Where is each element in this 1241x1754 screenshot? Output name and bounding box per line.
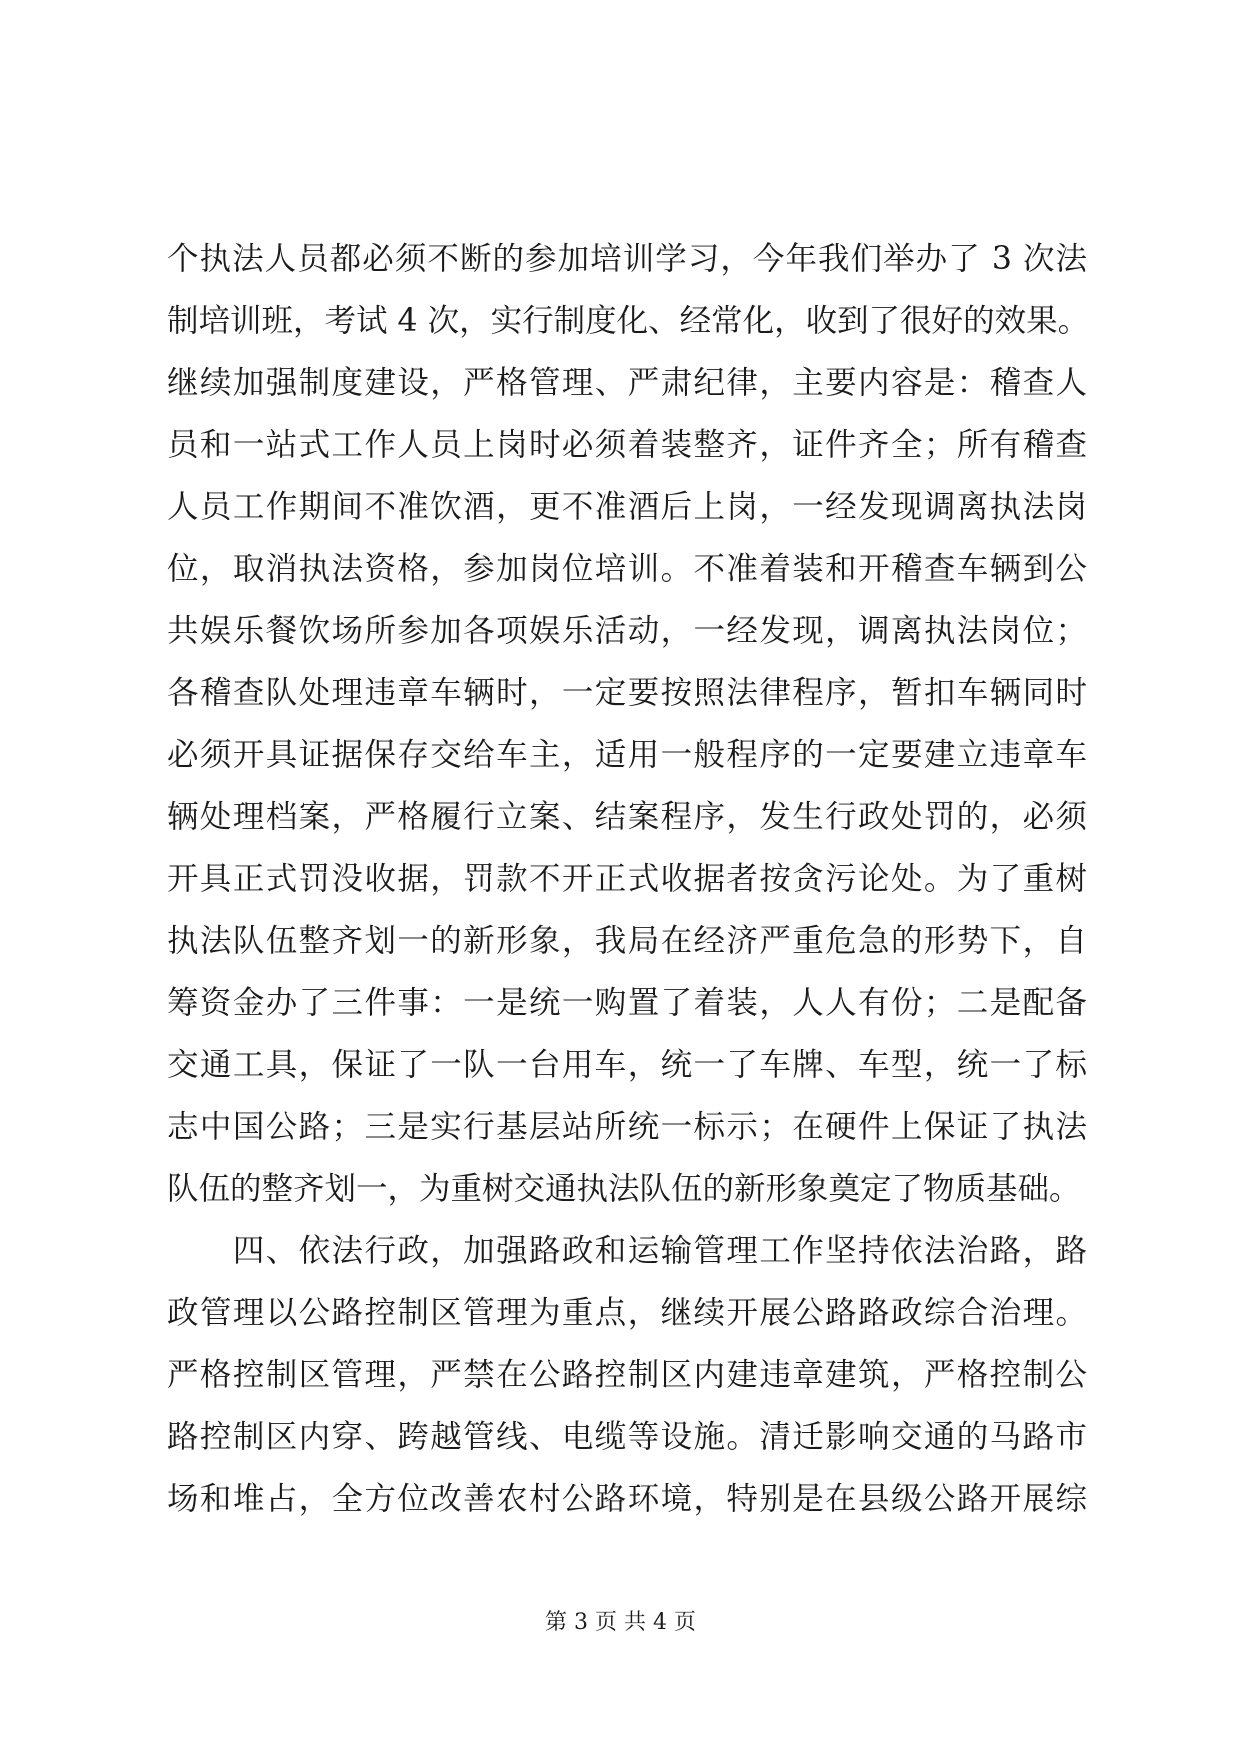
text-line: 筹资金办了三件事：一是统一购置了着装，人人有份；二是配备: [167, 985, 1087, 1021]
text-line: 辆处理档案，严格履行立案、结案程序，发生行政处罚的，必须: [167, 799, 1087, 835]
text-line: 必须开具证据保存交给车主，适用一般程序的一定要建立违章车: [167, 737, 1087, 773]
text-line: 执法队伍整齐划一的新形象，我局在经济严重危急的形势下，自: [167, 923, 1087, 959]
text-line: 制培训班，考试 4 次，实行制度化、经常化，收到了很好的效果。: [167, 303, 1090, 339]
body-text: [167, 228, 1090, 1530]
text-line: 四、依法行政，加强路政和运输管理工作坚持依法治路，路: [167, 1233, 1087, 1269]
text-line: 个执法人员都必须不断的参加培训学习，今年我们举办了 3 次法: [167, 241, 1087, 277]
text-line: 路控制区内穿、跨越管线、电缆等设施。清迁影响交通的马路市: [167, 1419, 1087, 1455]
text-line: 人员工作期间不准饮酒，更不准酒后上岗，一经发现调离执法岗: [167, 489, 1087, 525]
text-line: 位，取消执法资格，参加岗位培训。不准着装和开稽查车辆到公: [167, 551, 1087, 587]
page-number-footer: 第 3 页 共 4 页: [545, 1610, 696, 1635]
text-line: 场和堆占，全方位改善农村公路环境，特别是在县级公路开展综: [167, 1481, 1087, 1517]
text-line: 严格控制区管理，严禁在公路控制区内建违章建筑，严格控制公: [167, 1357, 1087, 1393]
text-line: 继续加强制度建设，严格管理、严肃纪律，主要内容是：稽查人: [167, 365, 1087, 401]
text-line: 队伍的整齐划一，为重树交通执法队伍的新形象奠定了物质基础。: [167, 1171, 1081, 1207]
text-line: 志中国公路；三是实行基层站所统一标示；在硬件上保证了执法: [167, 1109, 1087, 1145]
text-line: 各稽查队处理违章车辆时，一定要按照法律程序，暂扣车辆同时: [167, 675, 1087, 711]
text-line: 政管理以公路控制区管理为重点，继续开展公路路政综合治理。: [167, 1295, 1087, 1331]
text-line: 开具正式罚没收据，罚款不开正式收据者按贪污论处。为了重树: [167, 861, 1087, 897]
text-line: 员和一站式工作人员上岗时必须着装整齐，证件齐全；所有稽查: [167, 427, 1087, 463]
text-line: 交通工具，保证了一队一台用车，统一了车牌、车型，统一了标: [167, 1047, 1087, 1083]
text-line: 共娱乐餐饮场所参加各项娱乐活动，一经发现，调离执法岗位；: [167, 613, 1087, 649]
